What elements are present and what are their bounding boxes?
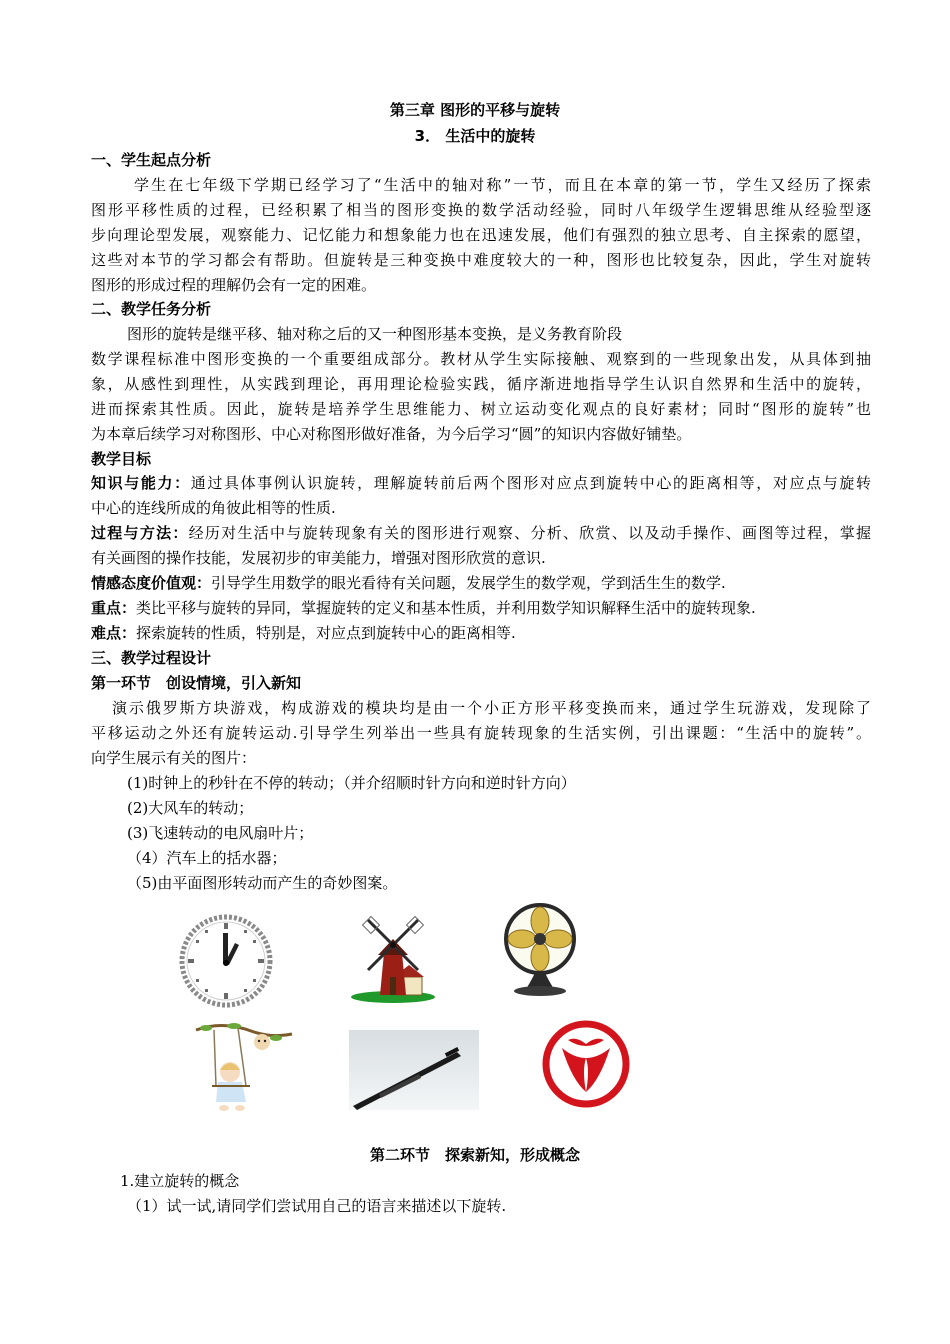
example-item: （5)由平面图形转动而产生的奇妙图案。 [127, 874, 398, 892]
key-text: 类比平移与旋转的异同，掌握旋转的定义和基本性质，并利用数学知识解释生活中的旋转现象. [136, 599, 756, 617]
difficulty-text: 探索旋转的性质，特别是，对应点到旋转中心的距离相等. [136, 624, 516, 642]
section1-line: 这些对本节的学习都会有帮助。但旋转是三种变换中难度较大的一种，图形也比较复杂，因此，学生对旋转 [91, 251, 871, 269]
section1-line: 步向理论型发展，观察能力、记忆能力和想象能力也在迅速发展，他们有强烈的独立思考、自主探索的愿望， [91, 226, 871, 244]
step2-heading: 第二环节 探索新知，形成概念 [369, 1146, 580, 1164]
chapter-title: 第三章 图形的平移与旋转 [389, 101, 561, 119]
key-label: 重点： [91, 599, 137, 617]
section2-line: 为本章后续学习对称图形、中心对称图形做好准备，为今后学习“圆”的知识内容做好铺垫。 [91, 425, 692, 443]
windshield-wiper-icon [349, 1030, 479, 1110]
section3-heading: 三、教学过程设计 [91, 649, 212, 667]
section1-line: 学生在七年级下学期已经学习了“生活中的轴对称”一节，而且在本章的第一节，学生又经历了探索 [134, 176, 871, 194]
section2-line: 数学课程标准中图形变换的一个重要组成部分。教材从学生实际接触、观察到的一些现象出发，从具体到抽 [91, 350, 871, 368]
difficulty-point [91, 621, 871, 646]
process-text: 经历对生活中与旋转现象有关的图形进行观察、分析、欣赏、以及动手操作、画图等过程，掌握 [188, 524, 871, 542]
example-item: （4）汽车上的括水器； [127, 849, 287, 867]
swing-girl-icon [194, 1020, 294, 1120]
lesson-subtitle: 3． 生活中的旋转 [414, 127, 536, 145]
example-item: (2)大风车的转动； [127, 799, 254, 817]
step1-line: 演示俄罗斯方块游戏，构成游戏的模块均是由一个小正方形平移变换而来，通过学生玩游戏，发现除了 [112, 699, 871, 717]
section1-heading: 一、学生起点分析 [91, 151, 212, 169]
example-item: (1)时钟上的秒针在不停的转动；（并介绍顺时针方向和逆时针方向） [127, 774, 576, 792]
step1-heading: 第一环节 创设情境，引入新知 [91, 674, 302, 692]
rotation-logo-icon [542, 1018, 630, 1110]
step2-subitem: （1）试一试,请同学们尝试用自己的语言来描述以下旋转. [127, 1197, 507, 1215]
example-item: (3)飞速转动的电风扇叶片； [127, 824, 314, 842]
emotion-goal [91, 571, 871, 596]
process-label: 过程与方法： [91, 524, 189, 542]
knowledge-goal [91, 471, 871, 496]
emotion-text: 引导学生用数学的眼光看待有关问题，发展学生的数学观，学到活生生的数学. [211, 574, 726, 592]
clock-icon [178, 913, 274, 1009]
windmill-icon [348, 915, 438, 1005]
knowledge-text-cont: 中心的连线所成的角彼此相等的性质. [91, 499, 336, 517]
process-goal [91, 521, 871, 546]
goals-heading: 教学目标 [91, 450, 152, 468]
step1-line: 向学生展示有关的图片： [91, 749, 257, 767]
section2-line: 进而探索其性质。因此，旋转是培养学生思维能力、树立运动变化观点的良好素材；同时“图形的旋转”也 [91, 400, 871, 418]
key-point [91, 596, 871, 621]
electric-fan-icon [500, 903, 580, 999]
process-text-cont: 有关画图的操作技能，发展初步的审美能力，增强对图形欣赏的意识. [91, 549, 546, 567]
knowledge-text: 通过具体事例认识旋转，理解旋转前后两个图形对应点到旋转中心的距离相等，对应点与旋转 [190, 474, 871, 492]
difficulty-label: 难点： [91, 624, 137, 642]
section1-line: 图形平移性质的过程，已经积累了相当的图形变换的数学活动经验，同时八年级学生逻辑思维从经验型逐 [91, 201, 871, 219]
step1-line: 平移运动之外还有旋转运动.引导学生列举出一些具有旋转现象的生活实例，引出课题：“生活中的旋转”。 [91, 724, 871, 742]
emotion-label: 情感态度价值观： [91, 574, 212, 592]
step2-item: 1.建立旋转的概念 [120, 1172, 240, 1190]
section2-line: 象，从感性到理性，从实践到理论，再用理论检验实践，循序渐进地指导学生认识自然界和生活中的旋转， [91, 375, 871, 393]
section2-heading: 二、教学任务分析 [91, 300, 212, 318]
section2-line: 图形的旋转是继平移、轴对称之后的又一种图形基本变换，是义务教育阶段 [127, 325, 623, 343]
section1-line: 图形的形成过程的理解仍会有一定的困难。 [91, 276, 377, 294]
knowledge-label: 知识与能力： [91, 474, 191, 492]
